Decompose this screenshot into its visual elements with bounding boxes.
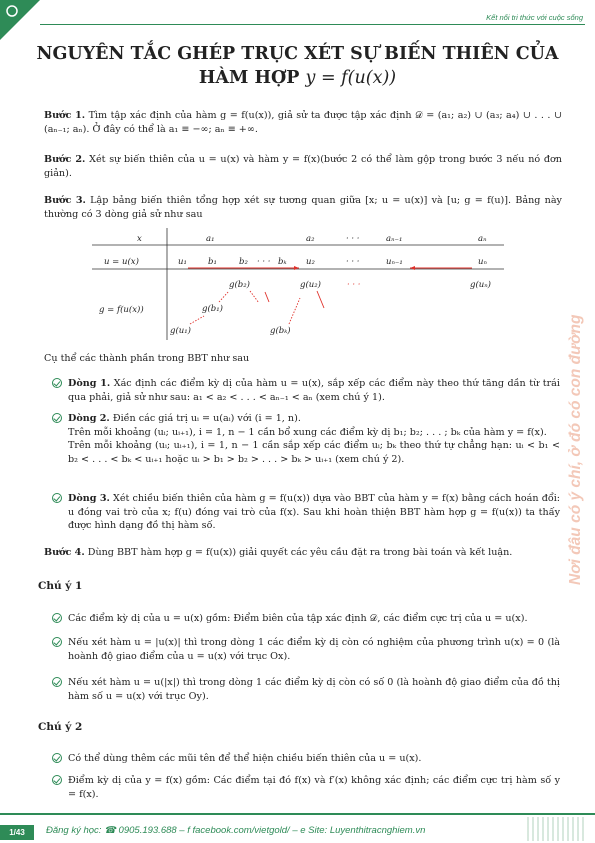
row-3-text: Xét chiều biến thiên của hàm g = f(u(x)) dựa vào BBT của hàm y = f(x) bằng cách hoán đổi: u đóng vai trò của x; f(u) đóng vai trò của f(x). Sau khi hoàn thiện BBT hàm hợp g = f(u(x)) ta thấy được hình dạng đồ thị hàm số.	[68, 493, 561, 531]
step-4-label: Bước 4.	[44, 547, 85, 558]
table-cell-g-bk: g(bₖ)	[270, 326, 291, 336]
title-line-2	[30, 66, 565, 90]
header-rule	[40, 24, 585, 25]
table-cell-g-u1: g(u₁)	[170, 326, 191, 336]
step-4-text: Dùng BBT hàm hợp g = f(u(x)) giải quyết các yêu cầu đặt ra trong bài toán và kết luận.	[87, 547, 513, 558]
row-2-line2: Trên mỗi khoảng (uᵢ; uᵢ₊₁), i = 1, n − 1 cần bổ xung các điểm kỳ dị b₁; b₂; . . . ; bₖ của hàm y = f(x).	[68, 426, 547, 438]
table-cell-u2: u₂	[306, 257, 315, 267]
note-1-item-2-text: Nếu xét hàm u = |u(x)| thì trong dòng 1 các điểm kỳ dị còn có nghiệm của phương trình u(x) = 0 (là hoành độ giao điểm của u = u(x) với trục Ox).	[68, 637, 560, 662]
note-1-item-2	[52, 636, 560, 663]
note-2-item-1	[52, 752, 560, 766]
table-cell-b1: b₁	[208, 257, 217, 267]
note-2-item-2-text: Điểm kỳ dị của y = f(x) gồm: Các điểm tại đó f(x) và f′(x) không xác định; các điểm cực trị hàm số y = f(x).	[68, 775, 560, 800]
header-tagline: Kết nối tri thức với cuộc sống	[486, 13, 583, 22]
detail-intro: Cụ thể các thành phần trong BBT như sau	[44, 353, 250, 364]
title-formula: y = f(u(x))	[305, 68, 397, 88]
table-cell-an-1: aₙ₋₁	[386, 234, 403, 244]
row-1-text: Xác định các điểm kỳ dị của hàm u = u(x), sắp xếp các điểm này theo thứ tăng dần từ trái qua phải, giả sử như sau: a₁ < a₂ < . . . < aₙ₋₁ < aₙ (xem chú ý 1).	[68, 378, 560, 403]
row-2-label: Dòng 2.	[68, 413, 110, 424]
note-2-heading: Chú ý 2	[38, 721, 83, 733]
row-2-text: Điền các giá trị uᵢ = u(aᵢ) với (i = 1, n).	[112, 413, 301, 424]
table-cell-dots-1: · · ·	[346, 234, 360, 244]
footer	[0, 813, 595, 843]
note-1-item-1	[52, 612, 560, 626]
check-circle-icon	[52, 677, 62, 687]
table-cell-g-b2: g(b₂)	[229, 280, 250, 290]
row-3-label: Dòng 3.	[68, 493, 110, 504]
note-1-item-3	[52, 676, 560, 703]
footer-contact: Đăng ký học: ☎ 0905.193.688 – f facebook.com/vietgold/ – e Site: Luyenthitracnghiem.vn	[46, 825, 426, 836]
table-cell-g-u2: g(u₂)	[300, 280, 321, 290]
check-circle-icon	[52, 753, 62, 763]
check-circle-icon	[52, 493, 62, 503]
step-2-text: Xét sự biến thiên của u = u(x) và hàm y = f(x)(bước 2 có thể làm gộp trong bước 3 nếu nó đơn giản).	[44, 154, 562, 179]
check-circle-icon	[52, 637, 62, 647]
table-row-label-g: g = f(u(x))	[99, 305, 144, 315]
table-cell-dots-3: · · ·	[346, 257, 360, 267]
note-2-item-2	[52, 774, 560, 801]
table-cell-g-un: g(uₙ)	[470, 280, 491, 290]
check-circle-icon	[52, 613, 62, 623]
step-1	[44, 109, 562, 137]
table-cell-dots-2: · · ·	[257, 257, 271, 267]
step-2	[44, 153, 562, 181]
page-number: 1/43	[0, 825, 34, 840]
table-cell-u1: u₁	[178, 257, 187, 267]
note-2-item-1-text: Có thể dùng thêm các mũi tên để thể hiện chiều biến thiên của u = u(x).	[68, 753, 422, 764]
step-4	[44, 546, 562, 560]
table-cell-un: uₙ	[478, 257, 487, 267]
table-cell-a1: a₁	[206, 234, 215, 244]
step-3-label: Bước 3.	[44, 195, 86, 206]
note-1-item-1-text: Các điểm kỳ dị của u = u(x) gồm: Điểm biên của tập xác định 𝒟, các điểm cực trị của u = u(x).	[68, 613, 528, 624]
table-cell-an: aₙ	[478, 234, 487, 244]
side-motto: Nơi đâu có ý chí, ở đó có con đường	[567, 314, 584, 585]
variation-table	[92, 228, 504, 340]
title-line-2-text: HÀM HỢP	[198, 68, 300, 88]
check-circle-icon	[52, 378, 62, 388]
footer-rule	[0, 813, 595, 815]
decorative-pattern-icon	[527, 817, 587, 841]
step-3	[44, 194, 562, 222]
table-cell-bk: bₖ	[278, 257, 287, 267]
row-2-item	[52, 412, 560, 466]
table-cell-g-b1: g(b₁)	[202, 304, 223, 314]
table-cell-dots-4: · · ·	[347, 280, 361, 290]
table-row-label-x: x	[137, 234, 142, 244]
corner-logo-icon	[0, 0, 40, 40]
row-1-item	[52, 377, 560, 404]
note-1-item-3-text: Nếu xét hàm u = u(|x|) thì trong dòng 1 các điểm kỳ dị còn có số 0 (là hoành độ giao điểm của đồ thị hàm số u = u(x) với trục Oy).	[68, 677, 560, 702]
check-circle-icon	[52, 775, 62, 785]
page-title	[30, 42, 565, 90]
step-1-label: Bước 1.	[44, 110, 86, 121]
table-cell-b2: b₂	[239, 257, 248, 267]
row-3-item	[52, 492, 560, 533]
check-circle-icon	[52, 413, 62, 423]
row-2-line3: Trên mỗi khoảng (uᵢ; uᵢ₊₁), i = 1, n − 1 cần sắp xếp các điểm uᵢ; bₖ theo thứ tự chẳng hạn: uᵢ < b₁ < b₂ < . . . < bₖ < uᵢ₊₁ hoặc uᵢ > b₁ > b₂ > . . . > bₖ > uᵢ₊₁ (xem chú ý 2).	[68, 440, 560, 465]
table-cell-un-1: uₙ₋₁	[386, 257, 403, 267]
table-cell-a2: a₂	[306, 234, 315, 244]
table-row-label-u: u = u(x)	[104, 257, 139, 267]
step-2-label: Bước 2.	[44, 154, 86, 165]
row-1-label: Dòng 1.	[68, 378, 111, 389]
step-1-text: Tìm tập xác định của hàm g = f(u(x)), giả sử ta được tập xác định 𝒟 = (a₁; a₂) ∪ (a₃; a₄) ∪ . . . ∪ (aₙ₋₁; aₙ). Ở đây có thể là a₁ ≡ −∞; aₙ ≡ +∞.	[44, 110, 562, 135]
g-variation-solid-arrows	[265, 291, 324, 308]
step-3-text: Lập bảng biến thiên tổng hợp xét sự tương quan giữa [x; u = u(x)] và [u; g = f(u)]. Bảng này thường có 3 dòng giả sử như sau	[44, 195, 562, 220]
title-line-1: NGUYÊN TẮC GHÉP TRỤC XÉT SỰ BIẾN THIÊN CỦA	[36, 44, 559, 64]
note-1-heading: Chú ý 1	[38, 580, 83, 592]
